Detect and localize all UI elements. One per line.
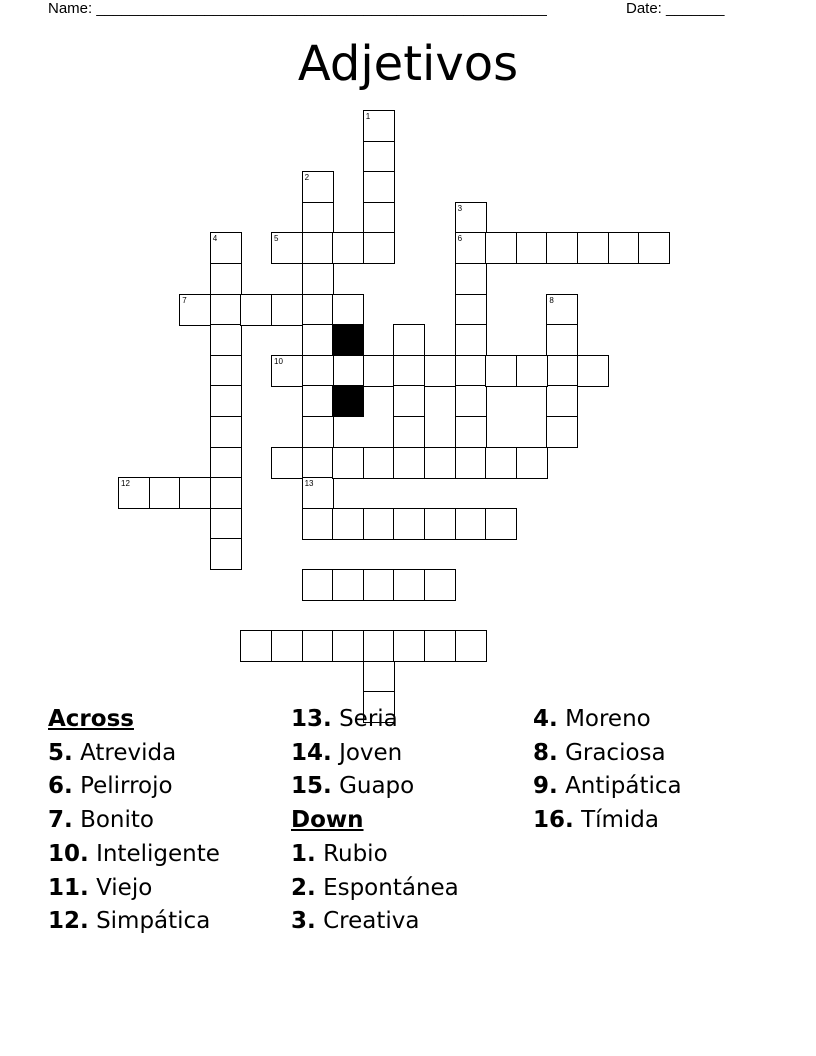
grid-cell[interactable]: [516, 447, 548, 479]
grid-cell[interactable]: [455, 508, 487, 540]
grid-cell[interactable]: [485, 508, 517, 540]
grid-cell[interactable]: [210, 294, 242, 326]
grid-cell[interactable]: [393, 355, 425, 387]
grid-cell[interactable]: [455, 232, 487, 264]
grid-cell[interactable]: [271, 355, 303, 387]
grid-cell[interactable]: [393, 324, 425, 356]
clue-number: 3: [457, 203, 463, 213]
grid-cell[interactable]: [210, 263, 242, 295]
grid-cell[interactable]: [363, 171, 395, 203]
grid-cell[interactable]: [546, 294, 578, 326]
grid-cell[interactable]: [485, 355, 517, 387]
grid-cell[interactable]: [302, 416, 334, 448]
grid-cell[interactable]: [271, 294, 303, 326]
grid-cell[interactable]: [546, 232, 578, 264]
grid-cell[interactable]: [332, 294, 364, 326]
grid-cell[interactable]: [363, 232, 395, 264]
grid-cell[interactable]: [393, 508, 425, 540]
grid-cell[interactable]: [516, 355, 548, 387]
grid-cell[interactable]: [546, 385, 578, 417]
clue-item: 1. Rubio: [291, 840, 388, 867]
clue-item: 16. Tímida: [533, 807, 659, 834]
clue-number: 13: [304, 479, 314, 489]
grid-cell[interactable]: [149, 477, 181, 509]
grid-cell[interactable]: [271, 630, 303, 662]
grid-cell[interactable]: [302, 355, 334, 387]
grid-cell[interactable]: [179, 294, 211, 326]
grid-cell[interactable]: [455, 294, 487, 326]
grid-cell[interactable]: [210, 447, 242, 479]
date-field-label: Date: _______: [626, 0, 725, 17]
grid-cell[interactable]: [363, 447, 395, 479]
grid-cell[interactable]: [118, 477, 150, 509]
grid-cell[interactable]: [363, 202, 395, 234]
grid-cell[interactable]: [577, 355, 609, 387]
grid-cell[interactable]: [455, 447, 487, 479]
grid-cell[interactable]: [363, 661, 395, 693]
grid-cell[interactable]: [240, 294, 272, 326]
grid-cell[interactable]: [240, 630, 272, 662]
grid-cell[interactable]: [363, 141, 395, 173]
grid-cell[interactable]: [302, 202, 334, 234]
grid-cell[interactable]: [332, 569, 364, 601]
grid-cell[interactable]: [271, 232, 303, 264]
clue-item: 11. Viejo: [48, 874, 153, 901]
grid-cell[interactable]: [363, 508, 395, 540]
clue-item: 6. Pelirrojo: [48, 773, 173, 800]
grid-cell[interactable]: [424, 508, 456, 540]
grid-cell[interactable]: [363, 630, 395, 662]
grid-cell[interactable]: [393, 416, 425, 448]
grid-cell[interactable]: [210, 508, 242, 540]
clue-number: 1: [365, 112, 371, 121]
grid-cell[interactable]: [302, 508, 334, 540]
grid-cell[interactable]: [363, 110, 395, 142]
across-heading: Across: [48, 706, 134, 732]
clue-column-2: [291, 703, 459, 939]
grid-cell[interactable]: [271, 447, 303, 479]
grid-cell[interactable]: [485, 447, 517, 479]
page-title: Adjetivos: [297, 36, 519, 92]
clue-number: 12: [121, 479, 130, 489]
grid-cell[interactable]: [393, 569, 425, 601]
grid-cell[interactable]: [302, 294, 334, 326]
grid-cell[interactable]: [210, 385, 242, 417]
clue-item: 7. Bonito: [48, 807, 154, 834]
clue-item: 5. Atrevida: [48, 739, 177, 766]
grid-cell[interactable]: [393, 447, 425, 479]
grid-cell[interactable]: [546, 324, 578, 356]
grid-cell[interactable]: [455, 202, 487, 234]
clue-item: 10. Inteligente: [48, 840, 220, 867]
grid-cell[interactable]: [455, 263, 487, 295]
grid-cell[interactable]: [516, 232, 548, 264]
grid-cell[interactable]: [302, 477, 334, 509]
grid-cell[interactable]: [455, 324, 487, 356]
grid-cell[interactable]: [455, 416, 487, 448]
grid-cell[interactable]: [332, 630, 364, 662]
grid-cell[interactable]: [302, 263, 334, 295]
grid-cell[interactable]: [485, 232, 517, 264]
clue-number: 6: [457, 234, 463, 244]
clue-item: 13. Seria: [291, 706, 398, 732]
clue-item: 9. Antipática: [533, 773, 682, 800]
grid-cell[interactable]: [332, 232, 364, 264]
clue-number: 8: [549, 295, 554, 305]
clue-number: 5: [274, 234, 279, 244]
grid-cell[interactable]: [424, 355, 456, 387]
grid-cell[interactable]: [210, 232, 242, 264]
clue-item: 14. Joven: [291, 739, 403, 766]
grid-cell[interactable]: [393, 385, 425, 417]
clue-number: 4: [212, 234, 218, 244]
grid-cell[interactable]: [210, 355, 242, 387]
grid-cell[interactable]: [424, 630, 456, 662]
grid-cell[interactable]: [210, 416, 242, 448]
grid-cell[interactable]: [302, 630, 334, 662]
grid-cell[interactable]: [302, 232, 334, 264]
grid-cell[interactable]: [363, 569, 395, 601]
clue-item: 8. Graciosa: [533, 739, 666, 766]
grid-cell[interactable]: [393, 630, 425, 662]
clue-number: 7: [182, 295, 187, 305]
grid-cell[interactable]: [302, 447, 334, 479]
grid-cell[interactable]: [210, 477, 242, 509]
grid-cell[interactable]: [455, 385, 487, 417]
black-cell: [332, 385, 364, 417]
grid-cell[interactable]: [608, 232, 640, 264]
grid-cell[interactable]: [546, 416, 578, 448]
grid-cell[interactable]: [455, 630, 487, 662]
grid-cell[interactable]: [455, 355, 487, 387]
black-cell: [332, 324, 364, 356]
clue-column-1: [48, 703, 220, 939]
grid-cell[interactable]: [332, 447, 364, 479]
grid-cell[interactable]: [424, 569, 456, 601]
clue-item: 15. Guapo: [291, 773, 415, 800]
grid-cell[interactable]: [577, 232, 609, 264]
clue-item: 2. Espontánea: [291, 874, 459, 901]
grid-cell[interactable]: [210, 538, 242, 570]
grid-cell[interactable]: [332, 508, 364, 540]
grid-cell[interactable]: [546, 355, 578, 387]
clue-item: 4. Moreno: [533, 706, 651, 732]
grid-cell[interactable]: [302, 385, 334, 417]
clue-column-3: [533, 703, 682, 838]
grid-cell[interactable]: [424, 447, 456, 479]
grid-cell[interactable]: [363, 355, 395, 387]
clue-number: 10: [274, 356, 283, 366]
down-heading: Down: [291, 807, 364, 834]
clue-item: 12. Simpática: [48, 908, 211, 935]
grid-cell[interactable]: [638, 232, 670, 264]
clue-item: 3. Creativa: [291, 908, 420, 935]
grid-cell[interactable]: [302, 324, 334, 356]
grid-cell[interactable]: [210, 324, 242, 356]
name-field-label: Name: ______________________________________________________: [48, 0, 547, 17]
clue-number: 2: [304, 173, 310, 183]
grid-cell[interactable]: [179, 477, 211, 509]
grid-cell[interactable]: [302, 171, 334, 203]
grid-cell[interactable]: [302, 569, 334, 601]
